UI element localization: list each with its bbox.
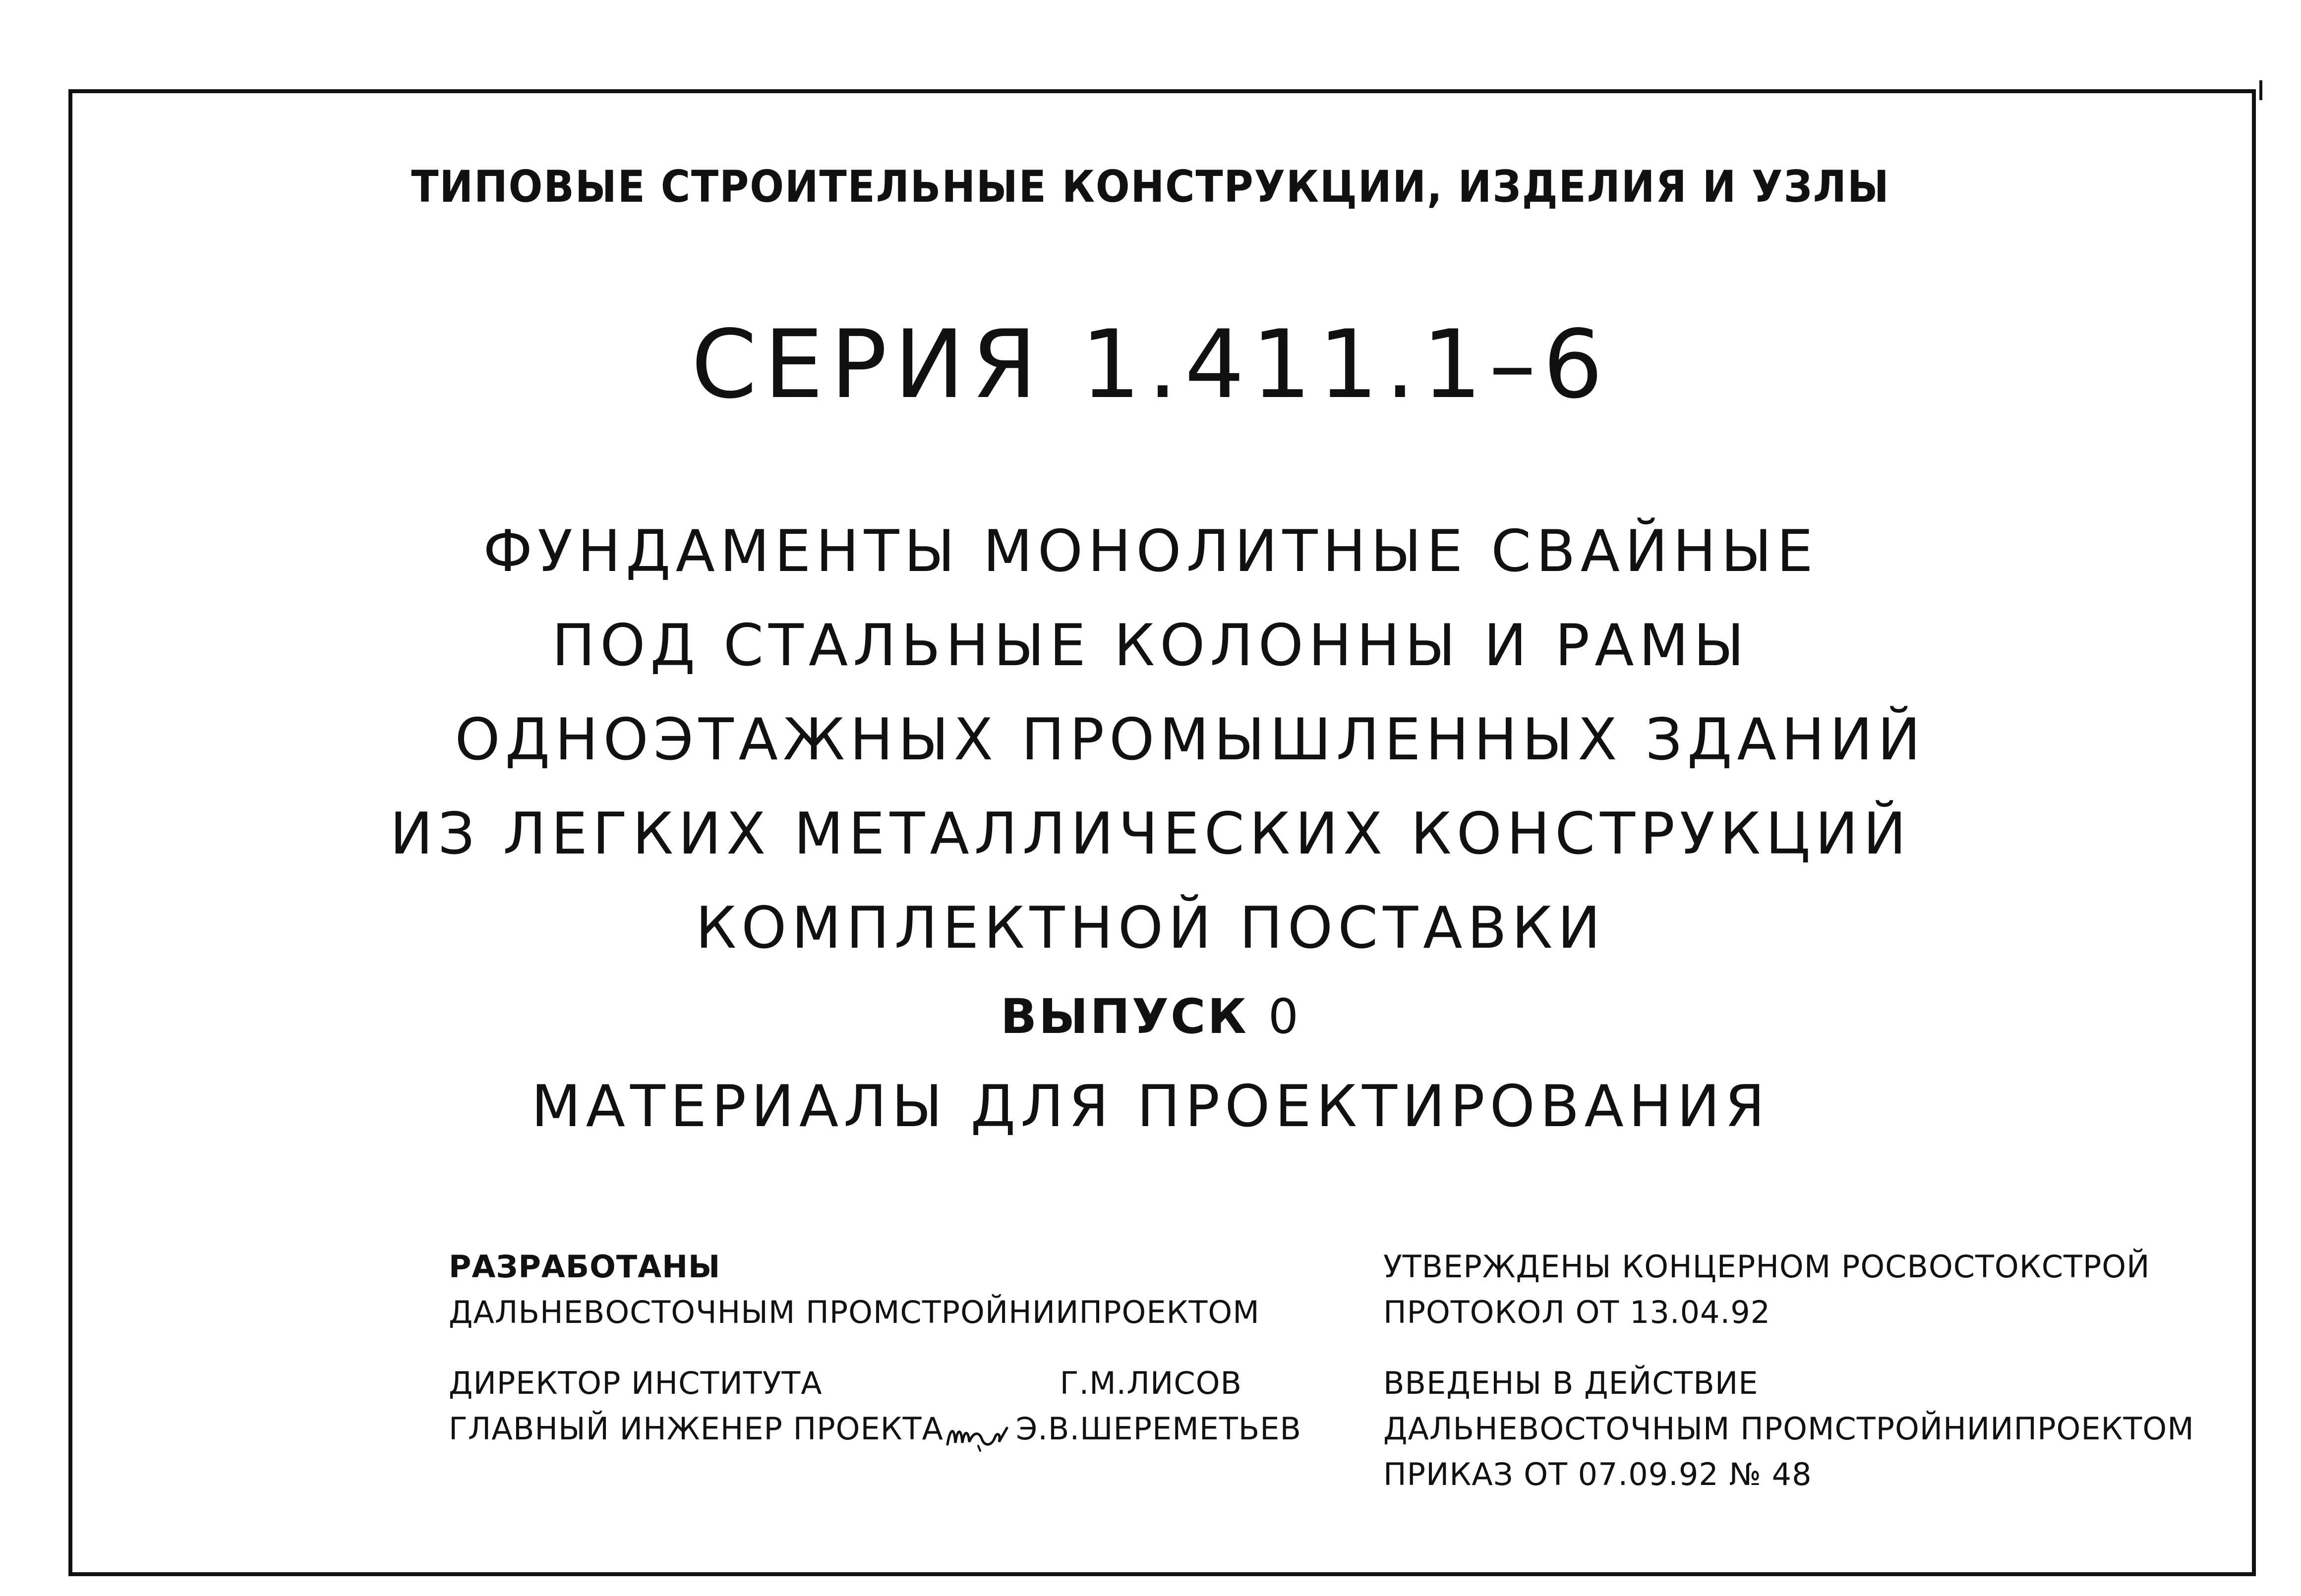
series-heading: ТИПОВЫЕ СТРОИТЕЛЬНЫЕ КОНСТРУКЦИИ, ИЗДЕЛИЯ И УЗЛЫ <box>411 161 1890 212</box>
signature-block <box>449 1361 1301 1452</box>
director-name: Г.М.ЛИСОВ <box>1060 1365 1242 1401</box>
issue-line <box>0 989 2301 1044</box>
series-number: СЕРИЯ 1.411.1–6 <box>691 310 1610 419</box>
approved-line-1: УТВЕРЖДЕНЫ КОНЦЕРНОМ РОСВОСТОКСТРОЙ <box>1383 1249 2150 1285</box>
approved-block <box>1383 1244 2226 1335</box>
title-line-1: ФУНДАМЕНТЫ МОНОЛИТНЫЕ СВАЙНЫЕ <box>483 518 1818 585</box>
director-row <box>449 1361 1242 1406</box>
handwritten-signature-icon <box>944 1417 1013 1452</box>
introduced-line-2: ДАЛЬНЕВОСТОЧНЫМ ПРОМСТРОЙНИИПРОЕКТОМ <box>1383 1411 2194 1447</box>
engineer-signature-group <box>944 1406 1301 1452</box>
engineer-name: Э.В.ШЕРЕМЕТЬЕВ <box>1015 1411 1301 1447</box>
title-line-3: ОДНОЭТАЖНЫХ ПРОМЫШЛЕННЫХ ЗДАНИЙ <box>455 706 1926 773</box>
issue-label: ВЫПУСК <box>1001 989 1248 1044</box>
engineer-row <box>449 1406 1301 1452</box>
title-line-5: КОМПЛЕКТНОЙ ПОСТАВКИ <box>695 895 1606 962</box>
introduced-line-3: ПРИКАЗ ОТ 07.09.92 № 48 <box>1383 1456 1812 1492</box>
engineer-role: ГЛАВНЫЙ ИНЖЕНЕР ПРОЕКТА <box>449 1411 944 1447</box>
developed-org: ДАЛЬНЕВОСТОЧНЫМ ПРОМСТРОЙНИИПРОЕКТОМ <box>449 1294 1260 1330</box>
title-line-4: ИЗ ЛЕГКИХ МЕТАЛЛИЧЕСКИХ КОНСТРУКЦИЙ <box>390 800 1911 867</box>
approved-line-2: ПРОТОКОЛ ОТ 13.04.92 <box>1383 1294 1771 1330</box>
introduced-block <box>1383 1361 2226 1497</box>
developed-block <box>449 1244 1260 1335</box>
director-role: ДИРЕКТОР ИНСТИТУТА <box>449 1365 823 1401</box>
frame-corner-mark <box>2259 80 2262 100</box>
title-line-2: ПОД СТАЛЬНЫЕ КОЛОННЫ И РАМЫ <box>551 612 1750 679</box>
title-line-6: МАТЕРИАЛЫ ДЛЯ ПРОЕКТИРОВАНИЯ <box>531 1073 1770 1140</box>
introduced-line-1: ВВЕДЕНЫ В ДЕЙСТВИЕ <box>1383 1365 1759 1401</box>
developed-label: РАЗРАБОТАНЫ <box>449 1249 721 1285</box>
issue-number: 0 <box>1268 989 1300 1044</box>
